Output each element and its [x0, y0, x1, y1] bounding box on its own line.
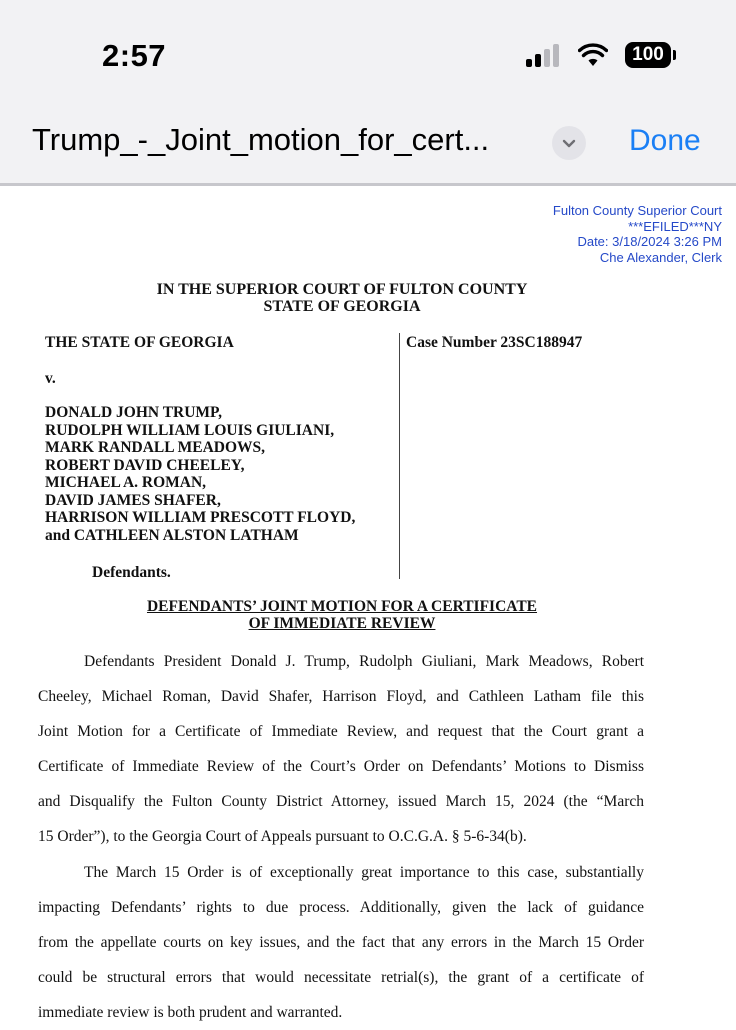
- caption-divider: [399, 333, 400, 579]
- court-name: IN THE SUPERIOR COURT OF FULTON COUNTY: [156, 281, 528, 298]
- paragraph-line: Cheeley, Michael Roman, David Shafer, Harrison Floyd, and Cathleen Latham file this: [38, 688, 644, 705]
- paragraph-2: [38, 855, 644, 1030]
- defendant-name: MICHAEL A. ROMAN,: [45, 474, 207, 491]
- plaintiff: THE STATE OF GEORGIA: [45, 334, 234, 351]
- defendant-name: DAVID JAMES SHAFER,: [45, 491, 221, 509]
- paragraph-line: Certificate of Immediate Review of the Court’s Order on Defendants’ Motions to Dismiss: [38, 758, 644, 775]
- paragraph-line: Joint Motion for a Certificate of Immediate Review, and request that the Court grant a: [38, 723, 644, 740]
- motion-title: [0, 598, 684, 632]
- paragraph-line: The March 15 Order is of exceptionally great importance to this case, substantially: [84, 864, 644, 881]
- top-bar: [0, 0, 736, 183]
- battery-icon: 100: [625, 42, 671, 68]
- defendant-name: HARRISON WILLIAM PRESCOTT FLOYD,: [45, 509, 356, 526]
- defendants-label: Defendants.: [92, 564, 171, 581]
- efile-clerk: Che Alexander, Clerk: [599, 249, 722, 265]
- wifi-icon: [578, 42, 608, 68]
- paragraph-1: [38, 644, 644, 854]
- title-menu-button[interactable]: [552, 126, 586, 160]
- cellular-signal-icon: [526, 43, 562, 67]
- document-title[interactable]: Trump_-_Joint_motion_for_cert...: [32, 122, 490, 157]
- defendant-name: DONALD JOHN TRUMP,: [45, 404, 222, 421]
- toolbar-divider: [0, 183, 736, 186]
- paragraph-line: impacting Defendants’ rights to due process. Additionally, given the lack of guidance: [38, 899, 644, 916]
- motion-title-line: OF IMMEDIATE REVIEW: [248, 615, 436, 632]
- paragraph-line: could be structural errors that would necessitate retrial(s), the grant of a certificate of: [38, 969, 644, 986]
- status-time: 2:57: [102, 38, 167, 73]
- defendant-name: ROBERT DAVID CHEELEY,: [45, 456, 245, 474]
- paragraph-line: from the appellate courts on key issues, and the fact that any errors in the March 15 Order: [38, 934, 644, 951]
- defendant-name: and CATHLEEN ALSTON LATHAM: [45, 526, 299, 544]
- efile-date: Date: 3/18/2024 3:26 PM: [577, 234, 722, 249]
- defendants-list: [45, 404, 355, 544]
- case-number: Case Number 23SC188947: [406, 334, 583, 351]
- defendant-name: MARK RANDALL MEADOWS,: [45, 439, 266, 456]
- status-icons: [526, 40, 686, 72]
- paragraph-line: Defendants President Donald J. Trump, Rudolph Giuliani, Mark Meadows, Robert: [84, 653, 644, 670]
- court-heading: [0, 281, 684, 315]
- court-state: STATE OF GEORGIA: [263, 298, 421, 315]
- efile-court: Fulton County Superior Court: [552, 203, 722, 218]
- paragraph-line: immediate review is both prudent and warranted.: [38, 1004, 343, 1021]
- chevron-down-icon: [561, 135, 577, 151]
- done-button[interactable]: Done: [629, 124, 701, 157]
- versus: v.: [45, 370, 56, 387]
- defendant-name: RUDOLPH WILLIAM LOUIS GIULIANI,: [45, 421, 335, 439]
- paragraph-line: and Disqualify the Fulton County District Attorney, issued March 15, 2024 (the “March: [38, 793, 644, 810]
- motion-title-line: DEFENDANTS’ JOINT MOTION FOR A CERTIFICATE: [146, 598, 538, 615]
- efile-status: ***EFILED***NY: [628, 218, 722, 234]
- battery-nub: [673, 50, 676, 60]
- efile-stamp: [553, 203, 722, 265]
- paragraph-line: 15 Order”), to the Georgia Court of Appeals pursuant to O.C.G.A. § 5-6-34(b).: [38, 828, 527, 845]
